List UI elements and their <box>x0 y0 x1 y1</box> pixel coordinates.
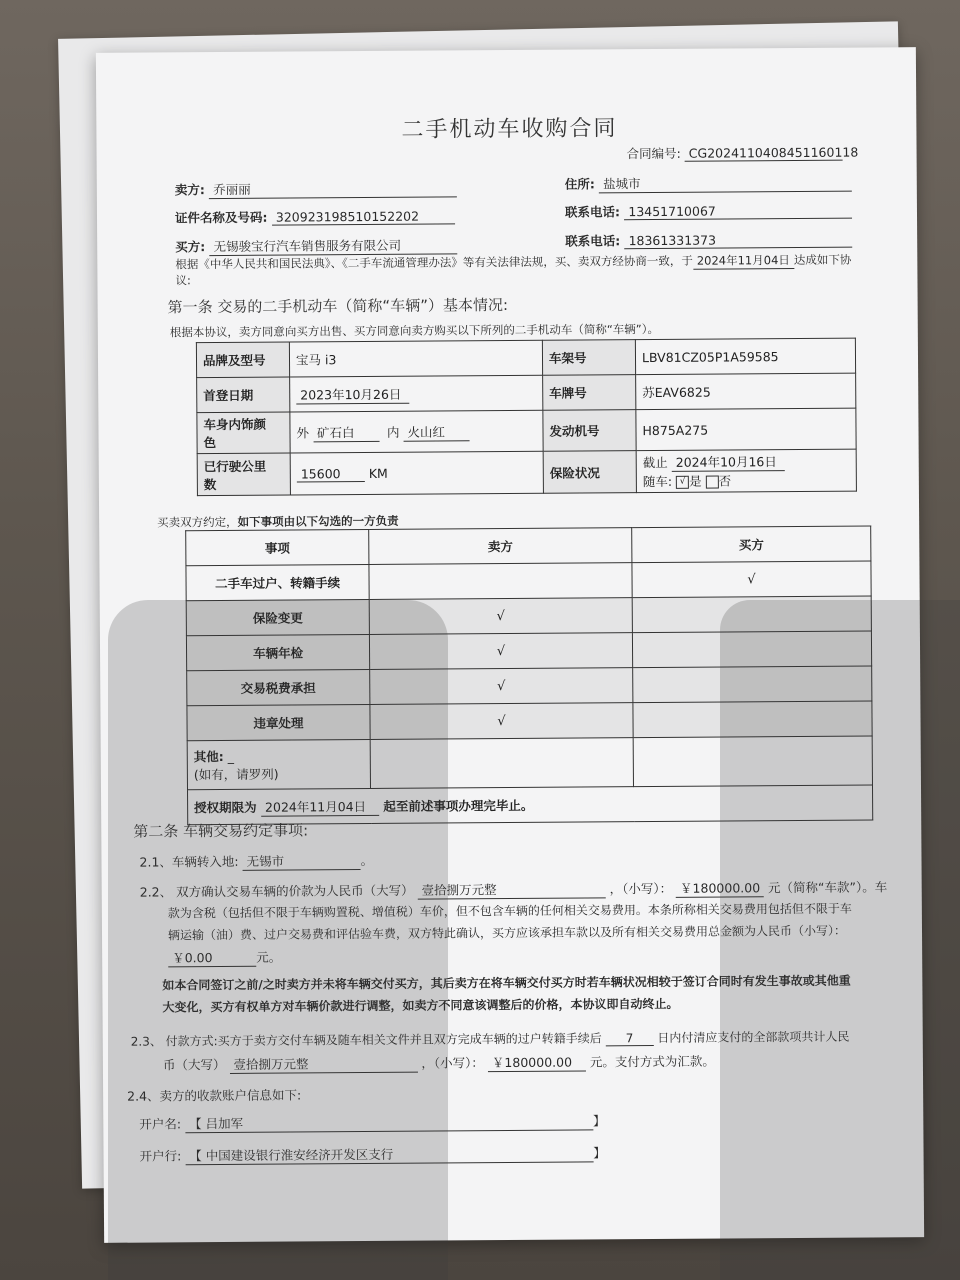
clause-2-2-line3: 辆运输（油）费、过户交易费和评估验车费，双方特此确认，买方应该承担车款以及所有相关交易费用总金额为人民币（小写）： <box>167 923 847 943</box>
bank-row: 开户行: 【 中国建设银行淮安经济开发区支行 】 <box>139 1145 606 1164</box>
matter-insurance: 保险变更 <box>186 599 369 635</box>
article-1-intro: 根据本协议，卖方同意向买方出售、买方同意向卖方购买以下所列的二手机动车（简称“车辆”）。 <box>169 321 660 340</box>
matter-inspection: 车辆年检 <box>186 634 369 670</box>
authorization-period: 授权期限为 2024年11月04日 起至前述事项办理完毕止。 <box>188 785 873 825</box>
buyer-row: 买方: 无锡骏宝行汽车销售服务有限公司 <box>175 235 457 256</box>
clause-2-3-line1: 2.3、 付款方式:买方于卖方交付车辆及随车相关文件并且双方完成车辆的过户转籍手续后 7 日内付清应支付的全部款项共计人民 <box>130 1029 850 1049</box>
insured-no-checkbox <box>706 476 719 489</box>
agreement-intro: 买卖双方约定，如下事项由以下勾选的一方负责 <box>157 513 399 530</box>
insured-yes-checkbox: √ <box>676 476 689 489</box>
vehicle-info-table: 品牌及型号 宝马 i3 车架号 LBV81CZ05P1A59585 首登日期 2023年10月26日 车牌号 苏EAV6825 车身内饰颜 色 外 矿石白 内 火山红 发动机号 H875A275 已行驶公里 数 15600 KM 保险状况 截止 2024年10月16日 随车: √ 是 否 <box>196 338 857 497</box>
clause-2-2-line1: 2.2、 双方确认交易车辆的价款为人民币（大写） 壹拾捌万元整 ，（小写）： ￥180000.00 元（简称“车款”）。车 <box>139 879 888 900</box>
address-row: 住所: 盐城市 <box>565 173 852 194</box>
clause-2-4-title: 2.4、卖方的收款账户信息如下: <box>127 1087 302 1104</box>
clause-2-3-line2: 币（大写） 壹拾捌万元整 ，（小写）： ￥180000.00 元。支付方式为汇款。 <box>162 1053 715 1073</box>
buyer-phone-row: 联系电话: 18361331373 <box>565 230 852 250</box>
id-row: 证件名称及号码: 320923198510152202 <box>175 206 455 226</box>
bold-notice-line1: 如本合同签订之前/之时卖方并未将车辆交付买方，其后卖方在将车辆交付买方时若车辆状况相较于签订合同时有发生事故或其他重 <box>162 973 851 993</box>
matter-taxes: 交易税费承担 <box>187 669 370 705</box>
clause-2-2-fee: ￥0.00 元。 <box>168 948 281 968</box>
intro-line-2: 议: <box>175 273 191 288</box>
article-1-title: 第一条 交易的二手机动车（简称“车辆”）基本情况: <box>167 296 509 317</box>
clause-2-2-line2: 款为含税（包括但不限于车辆购置税、增值税）车价，但不包含车辆的任何相关交易费用。本条所称相关交易费用包括但不限于车 <box>167 901 852 921</box>
matter-transfer: 二手车过户、转籍手续 <box>186 564 369 600</box>
intro-line: 根据《中华人民共和国民法典》、《二手车流通管理办法》等有关法律法规，买、卖双方经协商一致，于 2024年11月04日 达成如下协 <box>175 252 852 272</box>
matter-violations: 违章处理 <box>187 704 370 740</box>
clause-2-1: 2.1、车辆转入地: 无锡市 。 <box>139 852 374 870</box>
seller-phone-row: 联系电话: 13451710067 <box>565 201 852 221</box>
matter-other: 其他: _ (如有，请罗列) <box>187 739 370 789</box>
seller-row: 卖方: 乔丽丽 <box>175 178 457 199</box>
contract-title: 二手机动车收购合同 <box>401 116 618 143</box>
responsibility-table: 事项 卖方 买方 二手车过户、转籍手续 √ 保险变更 √ 车辆年检 √ 交易税费承担 √ 违章处理 √ 其他: _ (如有，请罗列) 授权期限为 2024年11月04日 起至前述事项办理完毕止。 <box>185 525 873 825</box>
article-2-title: 第二条 车辆交易约定事项: <box>133 821 309 841</box>
contract-number: 合同编号: CG2024110408451160118 <box>626 144 859 162</box>
contract-page <box>96 47 924 1243</box>
bold-notice-line2: 大变化，买方有权单方对车辆价款进行调整，如卖方不同意该调整后的价格，本协议即自动终止。 <box>162 996 679 1015</box>
account-name-row: 开户名: 【 吕加军 】 <box>139 1113 606 1132</box>
